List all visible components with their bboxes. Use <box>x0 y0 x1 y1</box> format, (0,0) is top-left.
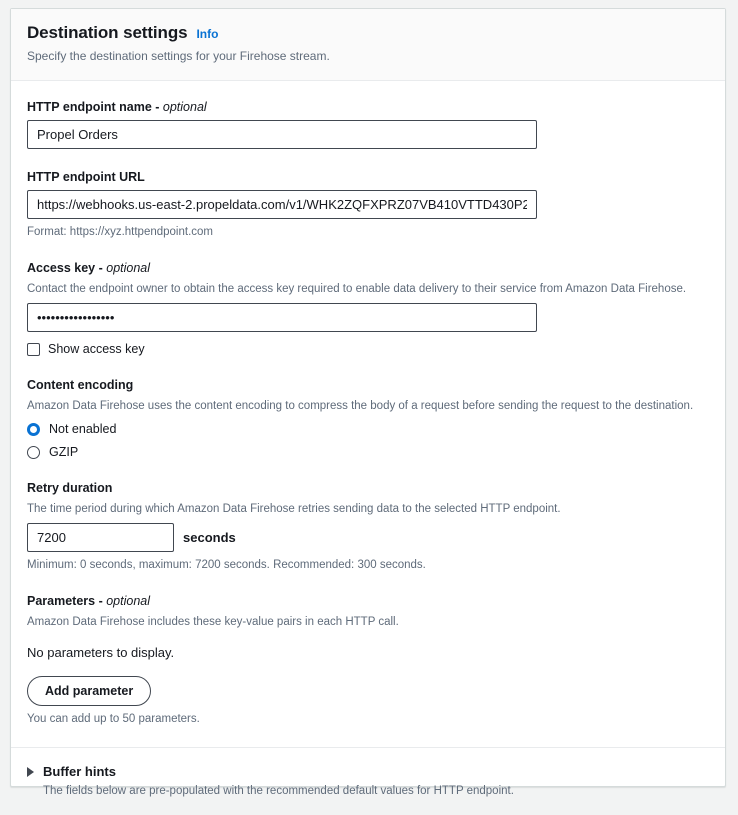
field-retry-duration <box>27 480 709 573</box>
chevron-right-icon[interactable] <box>27 767 34 777</box>
field-content-encoding <box>27 377 709 460</box>
parameters-description: Amazon Data Firehose includes these key-value pairs in each HTTP call. <box>27 616 399 628</box>
access-key-description: Contact the endpoint owner to obtain the access key required to enable data delivery to their service from Amazon Data Firehose. <box>27 283 687 295</box>
endpoint-name-label <box>27 99 709 115</box>
radio-unselected-icon[interactable] <box>27 446 40 459</box>
parameters-label-text: Parameters - <box>27 594 103 608</box>
radio-selected-icon[interactable] <box>27 423 40 436</box>
buffer-hints-toggle[interactable] <box>27 764 116 779</box>
page-title: Destination settings <box>27 23 188 42</box>
endpoint-name-optional-tag: optional <box>162 100 207 114</box>
access-key-input[interactable] <box>27 303 537 332</box>
retry-duration-unit: seconds <box>183 530 236 545</box>
parameters-empty-text: No parameters to display. <box>27 645 175 660</box>
destination-settings-panel <box>10 8 726 797</box>
radio-gzip[interactable] <box>27 444 78 460</box>
endpoint-name-label-text: HTTP endpoint name - <box>27 100 160 114</box>
retry-duration-row <box>27 523 709 552</box>
access-key-label-text: Access key - <box>27 261 103 275</box>
panel-subtitle: Specify the destination settings for your Firehose stream. <box>27 49 330 63</box>
field-endpoint-name <box>27 99 709 149</box>
field-access-key <box>27 260 709 357</box>
access-key-label <box>27 260 709 276</box>
radio-not-enabled[interactable] <box>27 421 116 437</box>
content-encoding-label: Content encoding <box>27 378 134 392</box>
retry-duration-description: The time period during which Amazon Data Firehose retries sending data to the selected HTTP endpoint. <box>27 503 561 515</box>
field-parameters <box>27 593 709 727</box>
add-parameter-button[interactable]: Add parameter <box>27 676 151 706</box>
parameters-optional-tag: optional <box>106 594 151 608</box>
endpoint-url-label: HTTP endpoint URL <box>27 170 145 184</box>
parameters-label <box>27 593 709 609</box>
endpoint-url-hint: Format: https://xyz.httpendpoint.com <box>27 226 213 238</box>
endpoint-name-input[interactable] <box>27 120 537 149</box>
endpoint-url-input[interactable] <box>27 190 537 219</box>
panel-header <box>11 9 725 81</box>
parameters-hint: You can add up to 50 parameters. <box>27 713 200 725</box>
panel-body <box>11 81 725 727</box>
radio-gzip-label: GZIP <box>49 445 79 459</box>
show-access-key-label: Show access key <box>48 342 145 356</box>
retry-duration-label: Retry duration <box>27 481 113 495</box>
radio-not-enabled-label: Not enabled <box>49 422 117 436</box>
checkbox-icon[interactable] <box>27 343 40 356</box>
info-link[interactable]: Info <box>196 27 219 41</box>
buffer-hints-description: The fields below are pre-populated with the recommended default values for HTTP endpoint. <box>43 785 514 797</box>
retry-duration-input[interactable] <box>27 523 174 552</box>
access-key-optional-tag: optional <box>106 261 151 275</box>
field-endpoint-url <box>27 169 709 240</box>
content-encoding-description: Amazon Data Firehose uses the content encoding to compress the body of a request before sending the request to the destination. <box>27 400 694 412</box>
retry-duration-hint: Minimum: 0 seconds, maximum: 7200 seconds. Recommended: 300 seconds. <box>27 559 426 571</box>
buffer-hints-section <box>11 748 725 815</box>
show-access-key-checkbox-row[interactable] <box>27 341 145 357</box>
buffer-hints-title: Buffer hints <box>43 764 116 779</box>
panel-header-row <box>27 23 709 43</box>
